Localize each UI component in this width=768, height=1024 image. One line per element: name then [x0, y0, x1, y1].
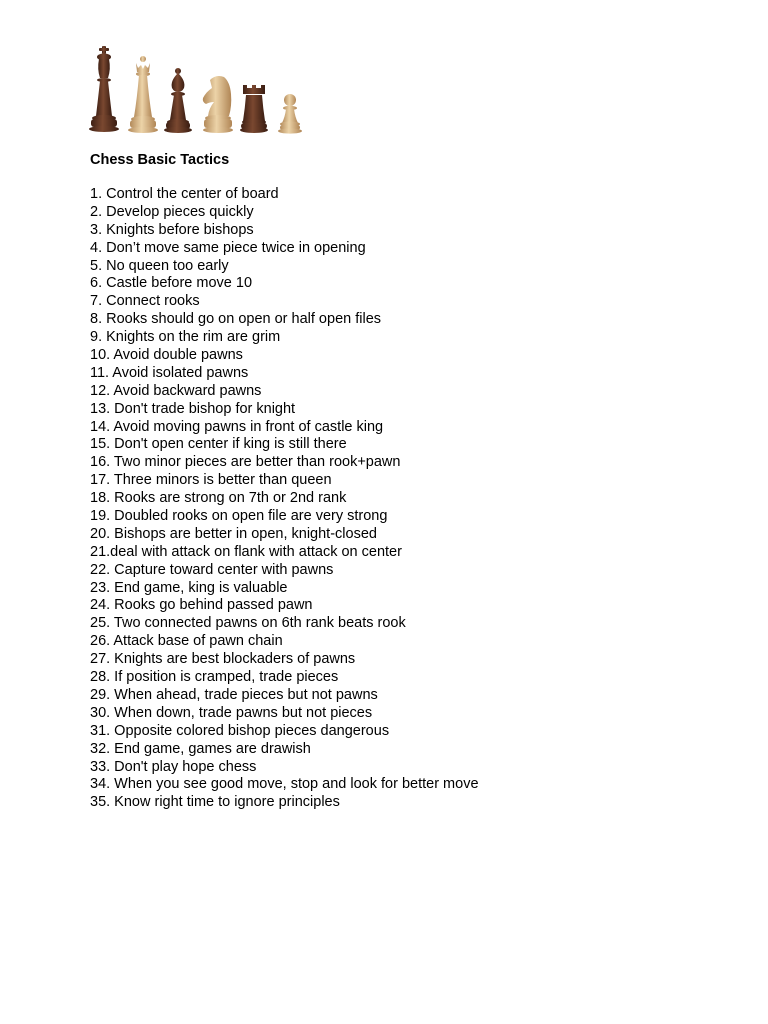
tactic-item: 26. Attack base of pawn chain [90, 633, 283, 650]
tactic-item: 18. Rooks are strong on 7th or 2nd rank [90, 490, 347, 507]
tactic-item: 32. End game, games are drawish [90, 740, 311, 757]
tactic-item: 28. If position is cramped, trade pieces [90, 669, 339, 686]
tactic-item: 22. Capture toward center with pawns [90, 561, 334, 578]
tactic-item: 6. Castle before move 10 [90, 275, 253, 292]
tactic-item: 10. Avoid double pawns [90, 347, 243, 364]
tactics-list [90, 186, 479, 812]
tactic-item: 27. Knights are best blockaders of pawns [90, 651, 356, 668]
tactic-item: 1. Control the center of board [90, 186, 279, 202]
tactic-item: 30. When down, trade pawns but not pieces [90, 704, 373, 721]
tactic-item: 29. When ahead, trade pieces but not pawns [90, 686, 378, 703]
document-title: Chess Basic Tactics [90, 152, 230, 168]
tactic-item: 8. Rooks should go on open or half open files [90, 311, 382, 328]
tactic-item: 24. Rooks go behind passed pawn [90, 597, 313, 614]
knight-piece-icon [203, 76, 233, 133]
bishop-piece-icon [164, 68, 192, 133]
tactic-item: 11. Avoid isolated pawns [90, 364, 249, 381]
rook-piece-icon [240, 85, 268, 133]
tactic-item: 5. No queen too early [90, 257, 229, 274]
tactic-item: 21.deal with attack on flank with attack on center [90, 543, 402, 560]
tactic-item: 3. Knights before bishops [90, 221, 254, 238]
tactic-item: 20. Bishops are better in open, knight-closed [90, 525, 377, 542]
tactic-item: 4. Don’t move same piece twice in opening [90, 239, 366, 256]
tactic-item: 13. Don't trade bishop for knight [90, 400, 296, 417]
chess-pieces-icon [88, 44, 308, 136]
tactic-item: 14. Avoid moving pawns in front of castle king [90, 418, 384, 435]
queen-piece-icon [128, 56, 158, 133]
tactic-item: 19. Doubled rooks on open file are very strong [90, 508, 388, 525]
tactic-item: 25. Two connected pawns on 6th rank beats rook [90, 615, 406, 632]
tactic-item: 12. Avoid backward pawns [90, 382, 262, 399]
tactic-item: 7. Connect rooks [90, 293, 200, 310]
tactic-item: 17. Three minors is better than queen [90, 472, 332, 489]
tactic-item: 33. Don't play hope chess [90, 758, 257, 775]
pawn-piece-icon [278, 94, 302, 134]
tactic-item: 35. Know right time to ignore principles [90, 794, 340, 811]
tactic-item: 31. Opposite colored bishop pieces dangerous [90, 722, 390, 739]
king-piece-icon [89, 46, 119, 132]
tactic-item: 23. End game, king is valuable [90, 579, 288, 596]
tactic-item: 16. Two minor pieces are better than rook+pawn [90, 454, 401, 471]
tactic-item: 9. Knights on the rim are grim [90, 329, 281, 346]
tactic-item: 15. Don't open center if king is still there [90, 436, 347, 453]
tactic-item: 34. When you see good move, stop and look for better move [90, 776, 479, 793]
tactic-item: 2. Develop pieces quickly [90, 203, 254, 220]
